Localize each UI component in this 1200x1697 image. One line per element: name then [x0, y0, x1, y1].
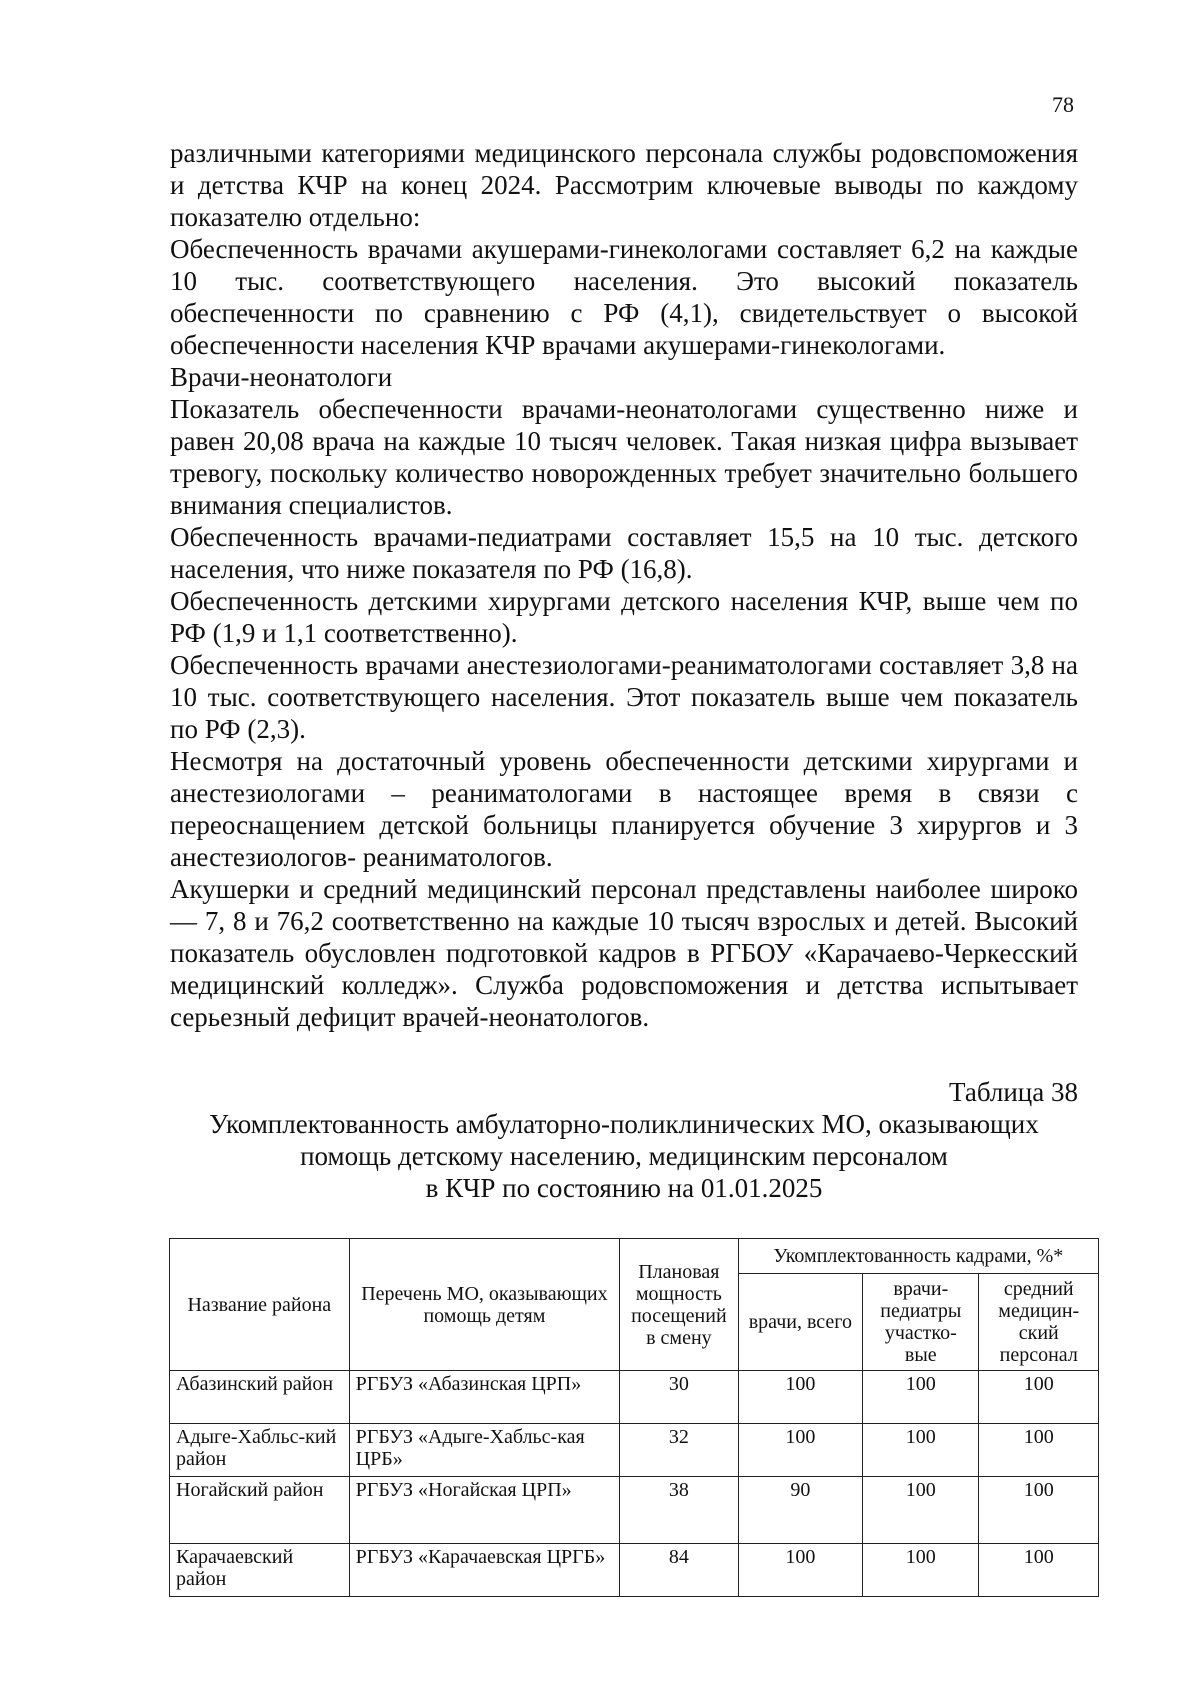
section-heading: Врачи-неонатологи: [170, 362, 393, 392]
header-pediatricians: врачи-педиатры участко-вые: [863, 1274, 979, 1371]
cell-pediatricians: 100: [863, 1424, 979, 1477]
cell-district: Карачаевский район: [170, 1544, 350, 1597]
cell-pediatricians: 100: [863, 1477, 979, 1544]
cell-mo: РГБУЗ «Ногайская ЦРП»: [349, 1477, 620, 1544]
cell-mo: РГБУЗ «Адыге-Хабльс-кая ЦРБ»: [349, 1424, 620, 1477]
cell-pediatricians: 100: [863, 1544, 979, 1597]
table-title: [170, 1108, 1078, 1204]
cell-district: Адыге-Хабльс-кий район: [170, 1424, 350, 1477]
paragraph: Обеспеченность врачами акушерами-гинекологами составляет 6,2 на каждые 10 тыс. соответствующего населения. Это высокий показатель обеспеченности по сравнению с РФ (4,1), свидетельствует о высокой обеспеченности населения КЧР врачами акушерами-гинекологами.: [170, 234, 1078, 360]
staffing-table: [169, 1238, 1099, 1597]
header-staffing-group: Укомплектованность кадрами, %*: [738, 1239, 1098, 1274]
body-text: [170, 137, 1078, 1033]
cell-nurses: 100: [979, 1477, 1099, 1544]
paragraph: Показатель обеспеченности врачами-неонатологами существенно ниже и равен 20,08 врача на каждые 10 тысяч человек. Такая низкая цифра вызывает тревогу, поскольку количество новорожденных требует значительно большего внимания специалистов.: [170, 394, 1078, 520]
paragraph: Обеспеченность детскими хирургами детского населения КЧР, выше чем по РФ (1,9 и 1,1 соответственно).: [170, 586, 1078, 648]
cell-district: Ногайский район: [170, 1477, 350, 1544]
cell-pediatricians: 100: [863, 1371, 979, 1424]
cell-doctors: 100: [738, 1424, 863, 1477]
paragraph: Обеспеченность врачами анестезиологами-реаниматологами составляет 3,8 на 10 тыс. соответствующего населения. Этот показатель выше чем показатель по РФ (2,3).: [170, 650, 1078, 744]
cell-capacity: 84: [620, 1544, 738, 1597]
paragraph: Акушерки и средний медицинский персонал представлены наиболее широко — 7, 8 и 76,2 соответственно на каждые 10 тысяч взрослых и детей. Высокий показатель обусловлен подготовкой кадров в РГБОУ «Карачаево-Черкесский медицинский колледж». Служба родовспоможения и детства испытывает серьезный дефицит врачей-неонатологов.: [170, 874, 1078, 1032]
header-mo-list: Перечень МО, оказывающих помощь детям: [349, 1239, 620, 1371]
table-row: [170, 1477, 1099, 1544]
table-label: Таблица 38: [949, 1077, 1078, 1107]
cell-mo: РГБУЗ «Карачаевская ЦРГБ»: [349, 1544, 620, 1597]
paragraph: Несмотря на достаточный уровень обеспеченности детскими хирургами и анестезиологами – реаниматологами в настоящее время в связи с переоснащением детской больницы планируется обучение 3 хирургов и 3 анестезиологов- реаниматологов.: [170, 746, 1078, 872]
header-doctors-total: врачи, всего: [738, 1274, 863, 1371]
table-title-line: в КЧР по состоянию на 01.01.2025: [425, 1173, 823, 1203]
cell-doctors: 90: [738, 1477, 863, 1544]
cell-nurses: 100: [979, 1544, 1099, 1597]
table-title-line: Укомплектованность амбулаторно-поликлинических МО, оказывающих: [209, 1109, 1039, 1139]
cell-district: Абазинский район: [170, 1371, 350, 1424]
cell-capacity: 32: [620, 1424, 738, 1477]
page-number: 78: [1052, 92, 1074, 117]
header-capacity: Плановая мощность посещений в смену: [620, 1239, 738, 1371]
cell-nurses: 100: [979, 1371, 1099, 1424]
header-nurses: средний медицин-ский персонал: [979, 1274, 1099, 1371]
cell-capacity: 38: [620, 1477, 738, 1544]
cell-capacity: 30: [620, 1371, 738, 1424]
cell-nurses: 100: [979, 1424, 1099, 1477]
table-row: [170, 1544, 1099, 1597]
cell-doctors: 100: [738, 1544, 863, 1597]
table-row: [170, 1424, 1099, 1477]
cell-mo: РГБУЗ «Абазинская ЦРП»: [349, 1371, 620, 1424]
header-district: Название района: [170, 1239, 350, 1371]
table-title-line: помощь детскому населению, медицинским персоналом: [300, 1141, 948, 1171]
table-row: [170, 1371, 1099, 1424]
paragraph: Обеспеченность врачами-педиатрами составляет 15,5 на 10 тыс. детского населения, что ниже показателя по РФ (16,8).: [170, 522, 1078, 584]
paragraph: различными категориями медицинского персонала службы родовспоможения и детства КЧР на конец 2024. Рассмотрим ключевые выводы по каждому показателю отдельно:: [170, 138, 1078, 232]
cell-doctors: 100: [738, 1371, 863, 1424]
